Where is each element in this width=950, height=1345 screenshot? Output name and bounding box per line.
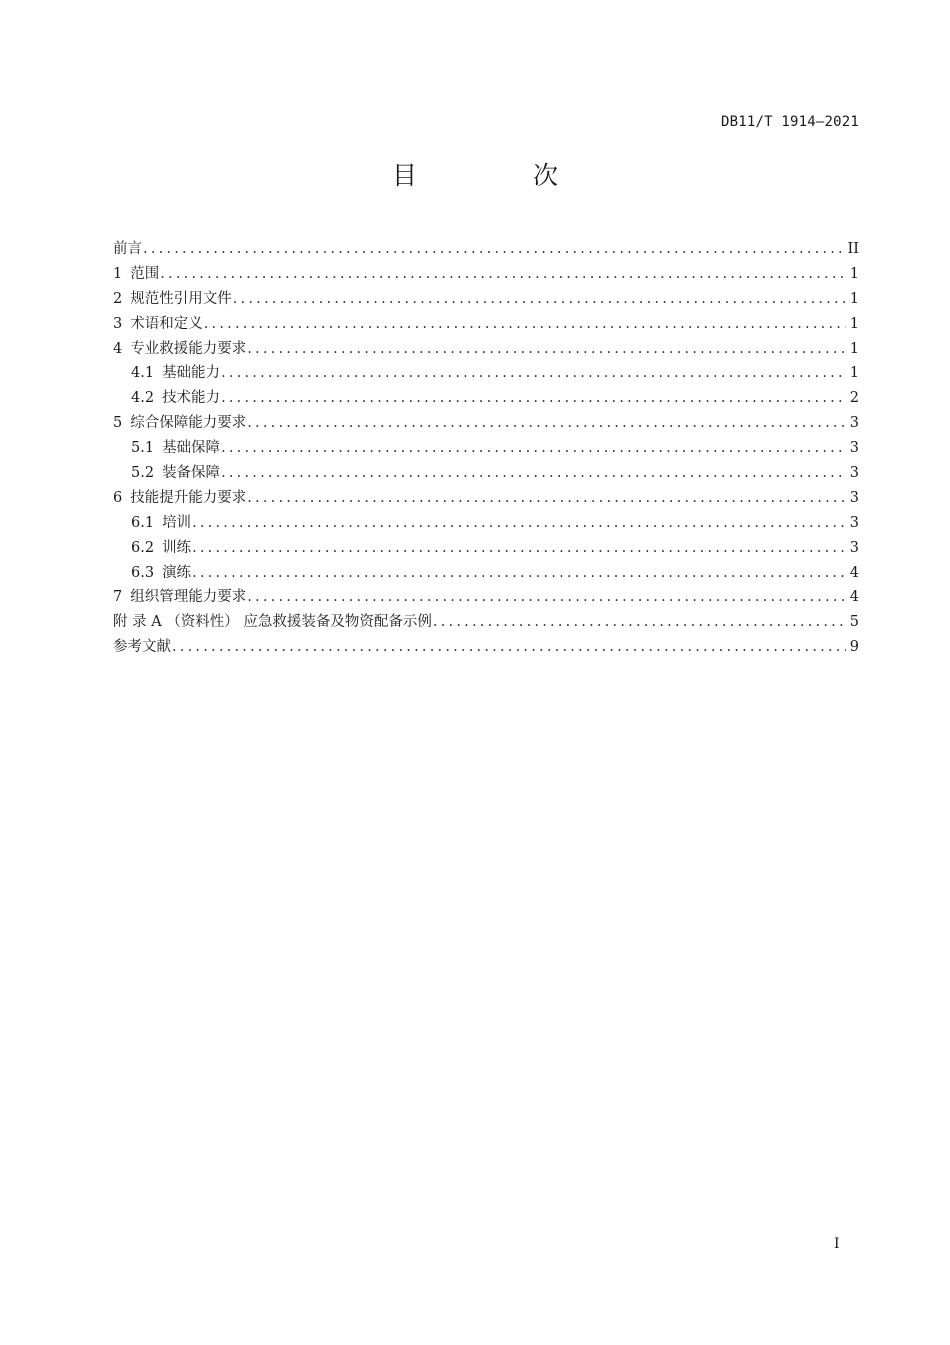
toc-entry-label <box>113 262 159 283</box>
toc-entry-label <box>131 461 220 482</box>
toc-leader-dots <box>247 589 846 605</box>
toc-entry[interactable] <box>113 411 859 436</box>
toc-entry-text: 基础能力 <box>162 365 221 382</box>
toc-entry-number: 4.2 <box>131 390 155 407</box>
toc-entry-label <box>131 511 191 532</box>
toc-entry-text: 组织管理能力要求 <box>130 589 247 606</box>
toc-entry[interactable] <box>113 610 859 635</box>
toc-leader-dots <box>433 614 846 630</box>
toc-entry-page: 1 <box>849 290 859 307</box>
toc-entry-label <box>113 312 203 333</box>
toc-entry-page: 3 <box>849 415 859 432</box>
toc-entry-text: 演练 <box>162 564 192 581</box>
toc-entry-number: 7 <box>113 589 123 606</box>
toc-leader-dots <box>192 540 846 556</box>
toc-subentry[interactable] <box>113 436 859 461</box>
document-code: DB11/T 1914—2021 <box>720 114 859 130</box>
toc-entry-text: 范围 <box>130 265 160 282</box>
toc-entry-text: 培训 <box>162 514 192 531</box>
toc-entry-number: 4.1 <box>131 365 155 382</box>
toc-entry-page: 1 <box>849 340 859 357</box>
toc-leader-dots <box>192 515 846 531</box>
toc-entry-page: 4 <box>849 564 859 581</box>
toc-entry-text: 综合保障能力要求 <box>130 415 247 432</box>
toc-entry-number: 6.1 <box>131 514 155 531</box>
toc-entry-number: 6.2 <box>131 539 155 556</box>
toc-entry-page: II <box>847 241 859 257</box>
toc-entry-page: 9 <box>849 639 859 656</box>
toc-leader-dots <box>247 415 846 431</box>
toc-entry[interactable] <box>113 312 859 337</box>
toc-entry[interactable] <box>113 287 859 312</box>
toc-entry-label: 附 录 A （资料性） 应急救援装备及物资配备示例 <box>113 614 432 631</box>
toc-leader-dots <box>247 341 846 357</box>
toc-leader-dots <box>192 565 846 581</box>
toc-entry-page: 3 <box>849 514 859 531</box>
toc-entry-number: 5.1 <box>131 440 155 457</box>
toc-entry-number: 3 <box>113 315 123 332</box>
toc-entry-number: 1 <box>113 265 123 282</box>
toc-entry-page: 1 <box>849 265 859 282</box>
toc-entry-label <box>113 337 246 358</box>
toc-subentry[interactable] <box>113 386 859 411</box>
toc-entry-text: 装备保障 <box>162 465 221 482</box>
table-of-contents <box>113 237 859 660</box>
toc-entry-page: 5 <box>849 614 859 631</box>
toc-entry-number: 5 <box>113 415 123 432</box>
toc-leader-dots <box>143 241 844 257</box>
toc-entry-page: 1 <box>849 315 859 332</box>
toc-entry-label <box>113 411 246 432</box>
toc-entry-number: 4 <box>113 340 123 357</box>
toc-entry-text: 技术能力 <box>162 390 221 407</box>
toc-entry-label <box>131 386 220 407</box>
toc-entry-number: 6.3 <box>131 564 155 581</box>
toc-entry[interactable] <box>113 337 859 362</box>
toc-leader-dots <box>204 316 846 332</box>
toc-entry[interactable] <box>113 635 859 660</box>
toc-entry-label: 参考文献 <box>113 639 171 656</box>
toc-entry-label <box>113 486 246 507</box>
toc-entry-number: 2 <box>113 290 123 307</box>
toc-subentry[interactable] <box>113 536 859 561</box>
toc-leader-dots <box>233 291 846 307</box>
toc-leader-dots <box>221 440 846 456</box>
toc-entry[interactable] <box>113 585 859 610</box>
toc-entry-label <box>113 585 246 606</box>
page-title: 目 次 <box>392 161 612 190</box>
toc-subentry[interactable] <box>113 461 859 486</box>
toc-entry[interactable] <box>113 237 859 262</box>
toc-entry-label <box>131 536 191 557</box>
toc-leader-dots <box>172 639 846 655</box>
toc-entry-text: 专业救援能力要求 <box>130 340 247 357</box>
toc-leader-dots <box>247 490 846 506</box>
toc-entry-page: 2 <box>849 390 859 407</box>
toc-subentry[interactable] <box>113 561 859 586</box>
toc-entry-text: 训练 <box>162 539 192 556</box>
toc-entry-label <box>131 436 220 457</box>
toc-entry-page: 3 <box>849 489 859 506</box>
toc-entry-page: 3 <box>849 440 859 457</box>
toc-entry-text: 术语和定义 <box>130 315 203 332</box>
toc-entry-page: 4 <box>849 589 859 606</box>
toc-entry-label <box>131 561 191 582</box>
toc-leader-dots <box>221 365 846 381</box>
toc-entry-label <box>113 287 232 308</box>
toc-entry[interactable] <box>113 262 859 287</box>
toc-entry-text: 技能提升能力要求 <box>130 489 247 506</box>
toc-entry-page: 1 <box>849 365 859 382</box>
toc-leader-dots <box>221 465 846 481</box>
toc-entry[interactable] <box>113 486 859 511</box>
toc-entry-number: 6 <box>113 489 123 506</box>
toc-leader-dots <box>160 266 846 282</box>
toc-subentry[interactable] <box>113 511 859 536</box>
toc-entry-text: 基础保障 <box>162 440 221 457</box>
toc-entry-page: 3 <box>849 465 859 482</box>
toc-entry-label: 前言 <box>113 241 142 257</box>
toc-leader-dots <box>221 390 846 406</box>
page-number: I <box>834 1236 840 1252</box>
toc-entry-page: 3 <box>849 539 859 556</box>
toc-entry-label <box>131 361 220 382</box>
toc-entry-text: 规范性引用文件 <box>130 290 232 307</box>
toc-entry-number: 5.2 <box>131 465 155 482</box>
toc-subentry[interactable] <box>113 361 859 386</box>
